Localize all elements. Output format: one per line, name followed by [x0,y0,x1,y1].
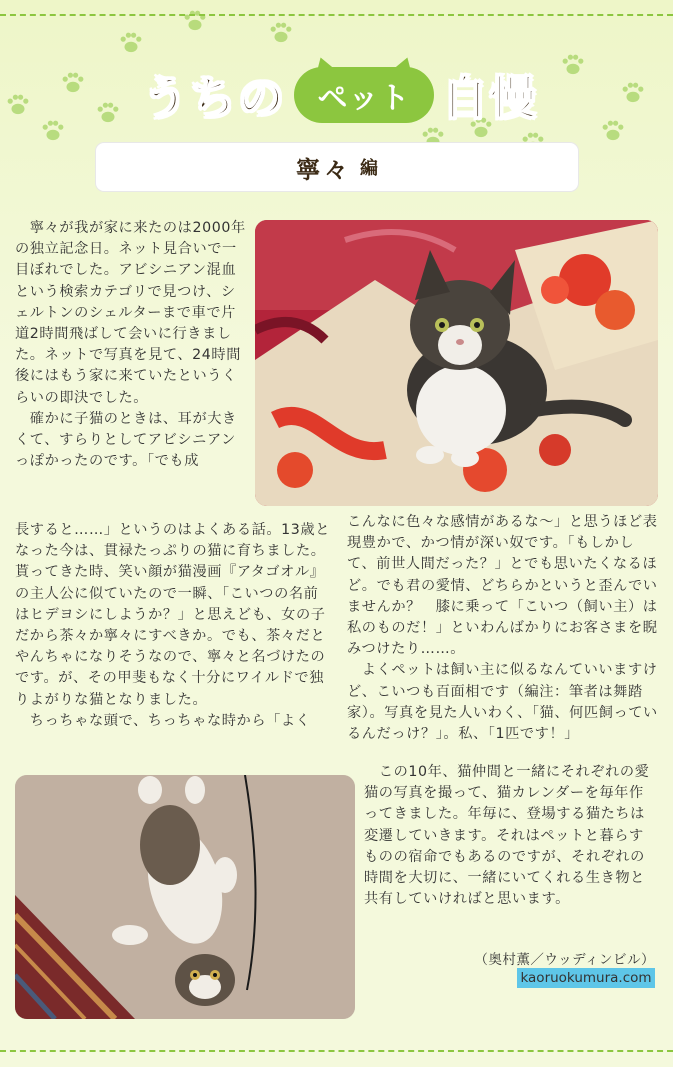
cat-playing-photo [15,775,355,1019]
top-dashed-divider [0,14,673,16]
paw-print-icon [268,20,294,46]
author-url-link[interactable]: kaoruokumura.com [517,968,655,988]
paw-print-icon [60,70,86,96]
pet-name: 寧々 [296,155,352,184]
page-title [120,60,560,130]
title-badge-text: ペット [317,81,411,116]
article-text-col1b: 長すると……」というのはよくある話。13歳となった今は、貫禄たっぷりの猫に育ちました。貰ってきた時、笑い顔が猫漫画『アタゴオル』の主人公に似ていたので一瞬、「こいつの名前はヒデヨシにしようか？」と思えども、女の子だから茶々か寧々にすべきか。でも、茶々だとやんちゃになりそうなので、寧々と名づけたのです。が、その甲斐もなく十分にワイルドで独りよがりな猫となりました。 ちっちゃな頭で、ちっちゃな時から「よく [15,522,331,729]
title-part2: 自慢 [442,71,538,125]
subtitle-banner [98,145,576,189]
title-badge [294,65,434,125]
paw-print-icon [40,118,66,144]
title-part1: うちの [142,71,286,125]
paw-print-icon [600,118,626,144]
paw-print-icon [118,30,144,56]
article-text-col1: 寧々が我が家に来たのは2000年の独立記念日。ネット見合いで一目ぼれでした。アビシニアン混血という検索カテゴリで見つけ、シェルトンのシェルターまで車で片道2時間飛ばして会いに行きました。ネットで写真を見て、24時間後にはもう家に来ていたというくらいの即決でした。 確かに子猫のときは、耳が大きくて、すらりとしてアビシニアンっぽかったのです。「でも成 [15,220,246,470]
paw-print-icon [182,8,208,34]
subtitle-suffix: 編 [360,158,378,179]
paw-print-icon [620,80,646,106]
paw-print-icon [560,52,586,78]
paw-print-icon [95,100,121,126]
paw-print-icon [5,92,31,118]
article-text-col2: こんなに色々な感情があるな～」と思うほど表現豊かで、かつ情が深い奴です。「もしかして、前世人間だった？」とでも思いたくなるほど。でも君の愛情、どちらかというと歪んでいませんか？ 膝に乗って「こいつ（飼い主）は私のものだ！」といわんばかりにお客さまを睨みつけたり……。 よくペットは飼い主に似るなんていいますけど、こいつも百面相です（編注：筆者は舞踏家）。写真を見た人いわく、「猫、何匹飼っているんだっけ？」。私、「1匹です！」 [347,514,658,743]
bottom-dashed-divider [0,1050,673,1052]
cat-sitting-photo [255,220,658,506]
article-text-col3: この10年、猫仲間と一緒にそれぞれの愛猫の写真を撮って、猫カレンダーを毎年作ってきました。年毎に、登場する猫たちは変遷していきます。それはペットと暮らすものの宿命でもあるのですが、それぞれの時間を大切に、一緒にいてくれる生き物と共有していければと思います。 [364,764,650,908]
author-credit: （奥村薫／ウッディンビル） [474,952,655,968]
